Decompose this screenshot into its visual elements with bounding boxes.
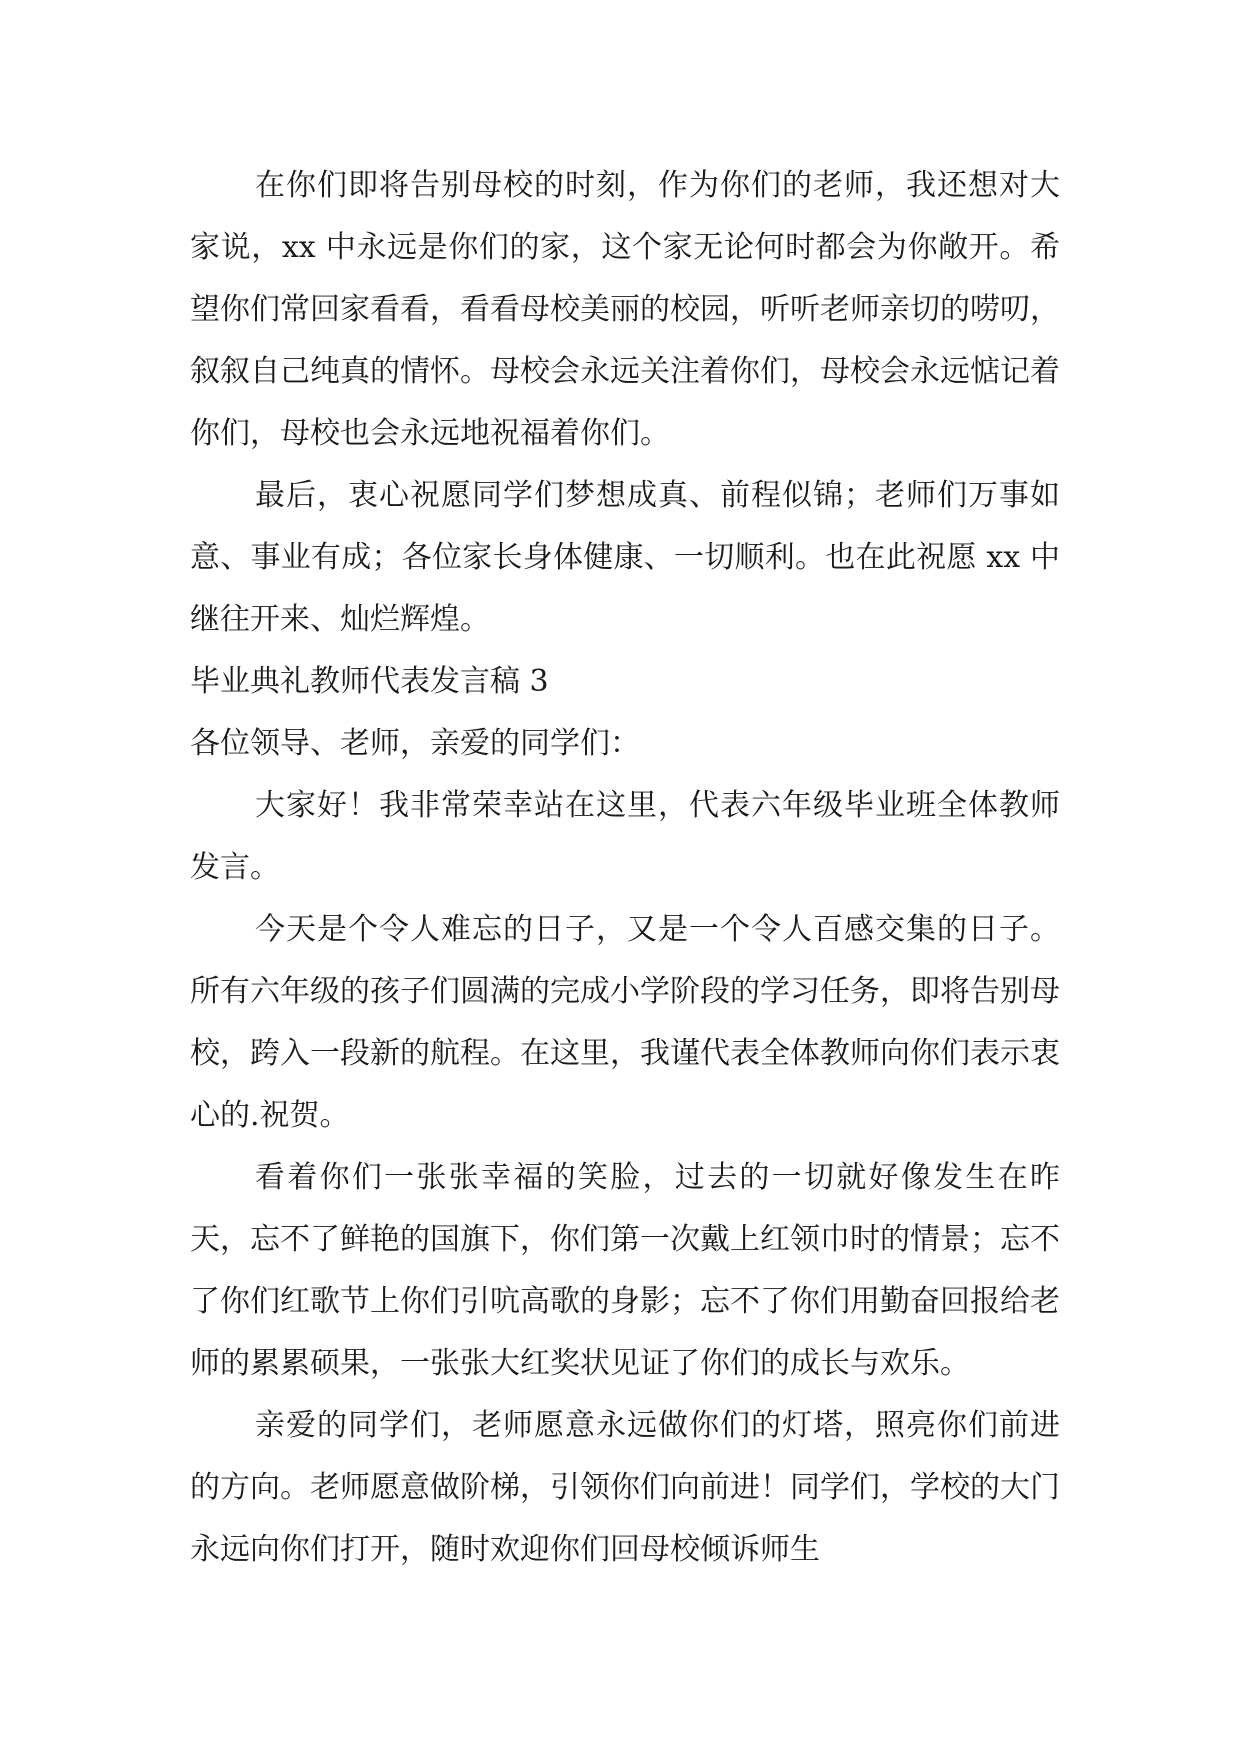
paragraph-greeting: 大家好！我非常荣幸站在这里，代表六年级毕业班全体教师发言。: [190, 788, 1060, 885]
document-body: [190, 155, 1060, 1581]
paragraph-farewell: 在你们即将告别母校的时刻，作为你们的老师，我还想对大家说，xx 中永远是你们的家，这个家无论何时都会为你敞开。希望你们常回家看看，看看母校美丽的校园，听听老师亲切的唠叨，叙叙自己纯真的情怀。母校会永远关注着你们，母校会永远惦记着你们，母校也会永远地祝福着你们。: [190, 168, 1060, 451]
paragraph-lighthouse: 亲爱的同学们，老师愿意永远做你们的灯塔，照亮你们前进的方向。老师愿意做阶梯，引领你们向前进！同学们，学校的大门永远向你们打开，随时欢迎你们回母校倾诉师生: [190, 1408, 1060, 1567]
paragraph-wishes: 最后，衷心祝愿同学们梦想成真、前程似锦；老师们万事如意、事业有成；各位家长身体健康、一切顺利。也在此祝愿 xx 中继往开来、灿烂辉煌。: [190, 478, 1060, 637]
paragraph-memories: 看着你们一张张幸福的笑脸，过去的一切就好像发生在昨天，忘不了鲜艳的国旗下，你们第一次戴上红领巾时的情景；忘不了你们红歌节上你们引吭高歌的身影；忘不了你们用勤奋回报给老师的累累硕果，一张张大红奖状见证了你们的成长与欢乐。: [190, 1160, 1060, 1381]
salutation: 各位领导、老师，亲爱的同学们：: [190, 726, 640, 761]
paragraph-occasion: 今天是个令人难忘的日子，又是一个令人百感交集的日子。所有六年级的孩子们圆满的完成小学阶段的学习任务，即将告别母校，跨入一段新的航程。在这里，我谨代表全体教师向你们表示衷心的.祝贺。: [190, 912, 1060, 1133]
section-heading: 毕业典礼教师代表发言稿 3: [190, 664, 549, 699]
